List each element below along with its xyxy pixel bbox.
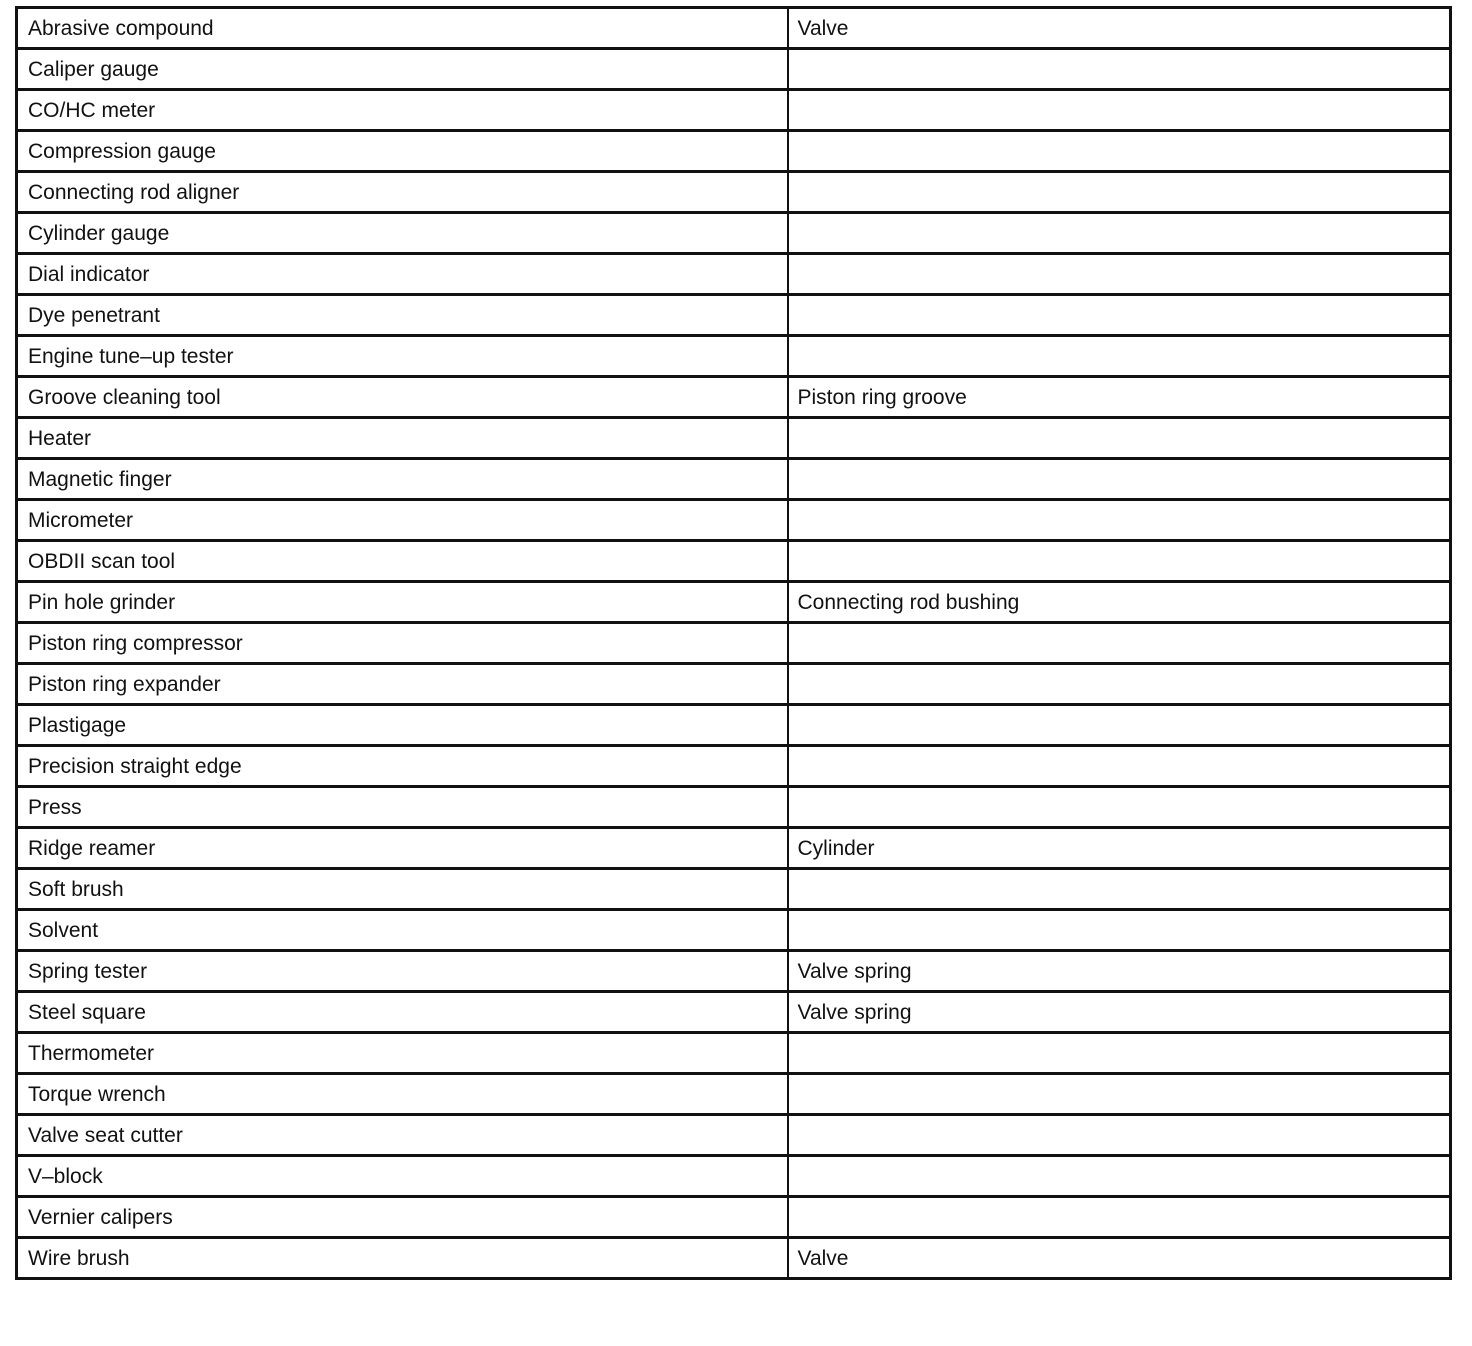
table-row bbox=[17, 459, 1451, 500]
tool-use-cell bbox=[788, 213, 1451, 254]
table-row bbox=[17, 1033, 1451, 1074]
table-row bbox=[17, 1197, 1451, 1238]
table-row bbox=[17, 541, 1451, 582]
tool-name-cell: Ridge reamer bbox=[17, 828, 788, 869]
table-body bbox=[17, 8, 1451, 1279]
tool-use-cell: Connecting rod bushing bbox=[788, 582, 1451, 623]
tool-use-cell bbox=[788, 295, 1451, 336]
tool-name-cell: Heater bbox=[17, 418, 788, 459]
tool-name-cell: Press bbox=[17, 787, 788, 828]
tool-use-cell: Valve bbox=[788, 8, 1451, 49]
tool-name-cell: Pin hole grinder bbox=[17, 582, 788, 623]
table-row bbox=[17, 254, 1451, 295]
tool-use-cell bbox=[788, 1197, 1451, 1238]
tool-use-table bbox=[15, 6, 1452, 1280]
table-row bbox=[17, 828, 1451, 869]
tool-name-cell: Vernier calipers bbox=[17, 1197, 788, 1238]
tool-name-cell: Dial indicator bbox=[17, 254, 788, 295]
tool-use-cell bbox=[788, 910, 1451, 951]
table-row bbox=[17, 582, 1451, 623]
tool-use-cell: Piston ring groove bbox=[788, 377, 1451, 418]
table-row bbox=[17, 500, 1451, 541]
tool-name-cell: Groove cleaning tool bbox=[17, 377, 788, 418]
table-row bbox=[17, 336, 1451, 377]
tool-use-cell bbox=[788, 705, 1451, 746]
table-row bbox=[17, 992, 1451, 1033]
tool-name-cell: CO/HC meter bbox=[17, 90, 788, 131]
tool-use-cell bbox=[788, 623, 1451, 664]
table-row bbox=[17, 910, 1451, 951]
tool-use-cell: Valve bbox=[788, 1238, 1451, 1279]
tool-use-cell: Cylinder bbox=[788, 828, 1451, 869]
tool-use-cell bbox=[788, 254, 1451, 295]
tool-use-cell bbox=[788, 1033, 1451, 1074]
tool-use-cell bbox=[788, 541, 1451, 582]
table-row bbox=[17, 746, 1451, 787]
tool-use-cell: Valve spring bbox=[788, 951, 1451, 992]
tool-name-cell: Valve seat cutter bbox=[17, 1115, 788, 1156]
table-row bbox=[17, 172, 1451, 213]
table-row bbox=[17, 1156, 1451, 1197]
tool-use-cell: Valve spring bbox=[788, 992, 1451, 1033]
tool-name-cell: Cylinder gauge bbox=[17, 213, 788, 254]
table-row bbox=[17, 90, 1451, 131]
table-row bbox=[17, 1238, 1451, 1279]
tool-name-cell: Piston ring compressor bbox=[17, 623, 788, 664]
tool-use-cell bbox=[788, 664, 1451, 705]
tool-name-cell: Caliper gauge bbox=[17, 49, 788, 90]
tool-use-cell bbox=[788, 869, 1451, 910]
table-row bbox=[17, 295, 1451, 336]
tool-use-cell bbox=[788, 1156, 1451, 1197]
tool-use-cell bbox=[788, 131, 1451, 172]
table-row bbox=[17, 787, 1451, 828]
table-row bbox=[17, 377, 1451, 418]
table-row bbox=[17, 705, 1451, 746]
tool-name-cell: Torque wrench bbox=[17, 1074, 788, 1115]
tool-use-cell bbox=[788, 90, 1451, 131]
tool-name-cell: Connecting rod aligner bbox=[17, 172, 788, 213]
tool-use-cell bbox=[788, 1115, 1451, 1156]
tool-name-cell: Plastigage bbox=[17, 705, 788, 746]
tool-name-cell: Magnetic finger bbox=[17, 459, 788, 500]
tool-name-cell: Micrometer bbox=[17, 500, 788, 541]
tool-use-cell bbox=[788, 746, 1451, 787]
table-row bbox=[17, 664, 1451, 705]
tool-name-cell: OBDII scan tool bbox=[17, 541, 788, 582]
tool-name-cell: Thermometer bbox=[17, 1033, 788, 1074]
tool-use-cell bbox=[788, 49, 1451, 90]
tool-name-cell: Steel square bbox=[17, 992, 788, 1033]
tool-name-cell: Engine tune–up tester bbox=[17, 336, 788, 377]
tool-name-cell: Spring tester bbox=[17, 951, 788, 992]
table-row bbox=[17, 8, 1451, 49]
table-row bbox=[17, 951, 1451, 992]
tool-use-cell bbox=[788, 500, 1451, 541]
table-row bbox=[17, 213, 1451, 254]
table-row bbox=[17, 49, 1451, 90]
tool-name-cell: Wire brush bbox=[17, 1238, 788, 1279]
tool-use-cell bbox=[788, 787, 1451, 828]
tool-name-cell: Abrasive compound bbox=[17, 8, 788, 49]
tool-name-cell: Precision straight edge bbox=[17, 746, 788, 787]
table-row bbox=[17, 1115, 1451, 1156]
tool-use-cell bbox=[788, 418, 1451, 459]
table-row bbox=[17, 131, 1451, 172]
table-row bbox=[17, 1074, 1451, 1115]
tool-name-cell: V–block bbox=[17, 1156, 788, 1197]
tool-use-cell bbox=[788, 172, 1451, 213]
tool-use-cell bbox=[788, 336, 1451, 377]
tool-use-cell bbox=[788, 459, 1451, 500]
table-row bbox=[17, 869, 1451, 910]
tool-use-cell bbox=[788, 1074, 1451, 1115]
tool-name-cell: Compression gauge bbox=[17, 131, 788, 172]
tool-name-cell: Solvent bbox=[17, 910, 788, 951]
tool-name-cell: Piston ring expander bbox=[17, 664, 788, 705]
tool-name-cell: Soft brush bbox=[17, 869, 788, 910]
table-row bbox=[17, 418, 1451, 459]
table-row bbox=[17, 623, 1451, 664]
tool-name-cell: Dye penetrant bbox=[17, 295, 788, 336]
